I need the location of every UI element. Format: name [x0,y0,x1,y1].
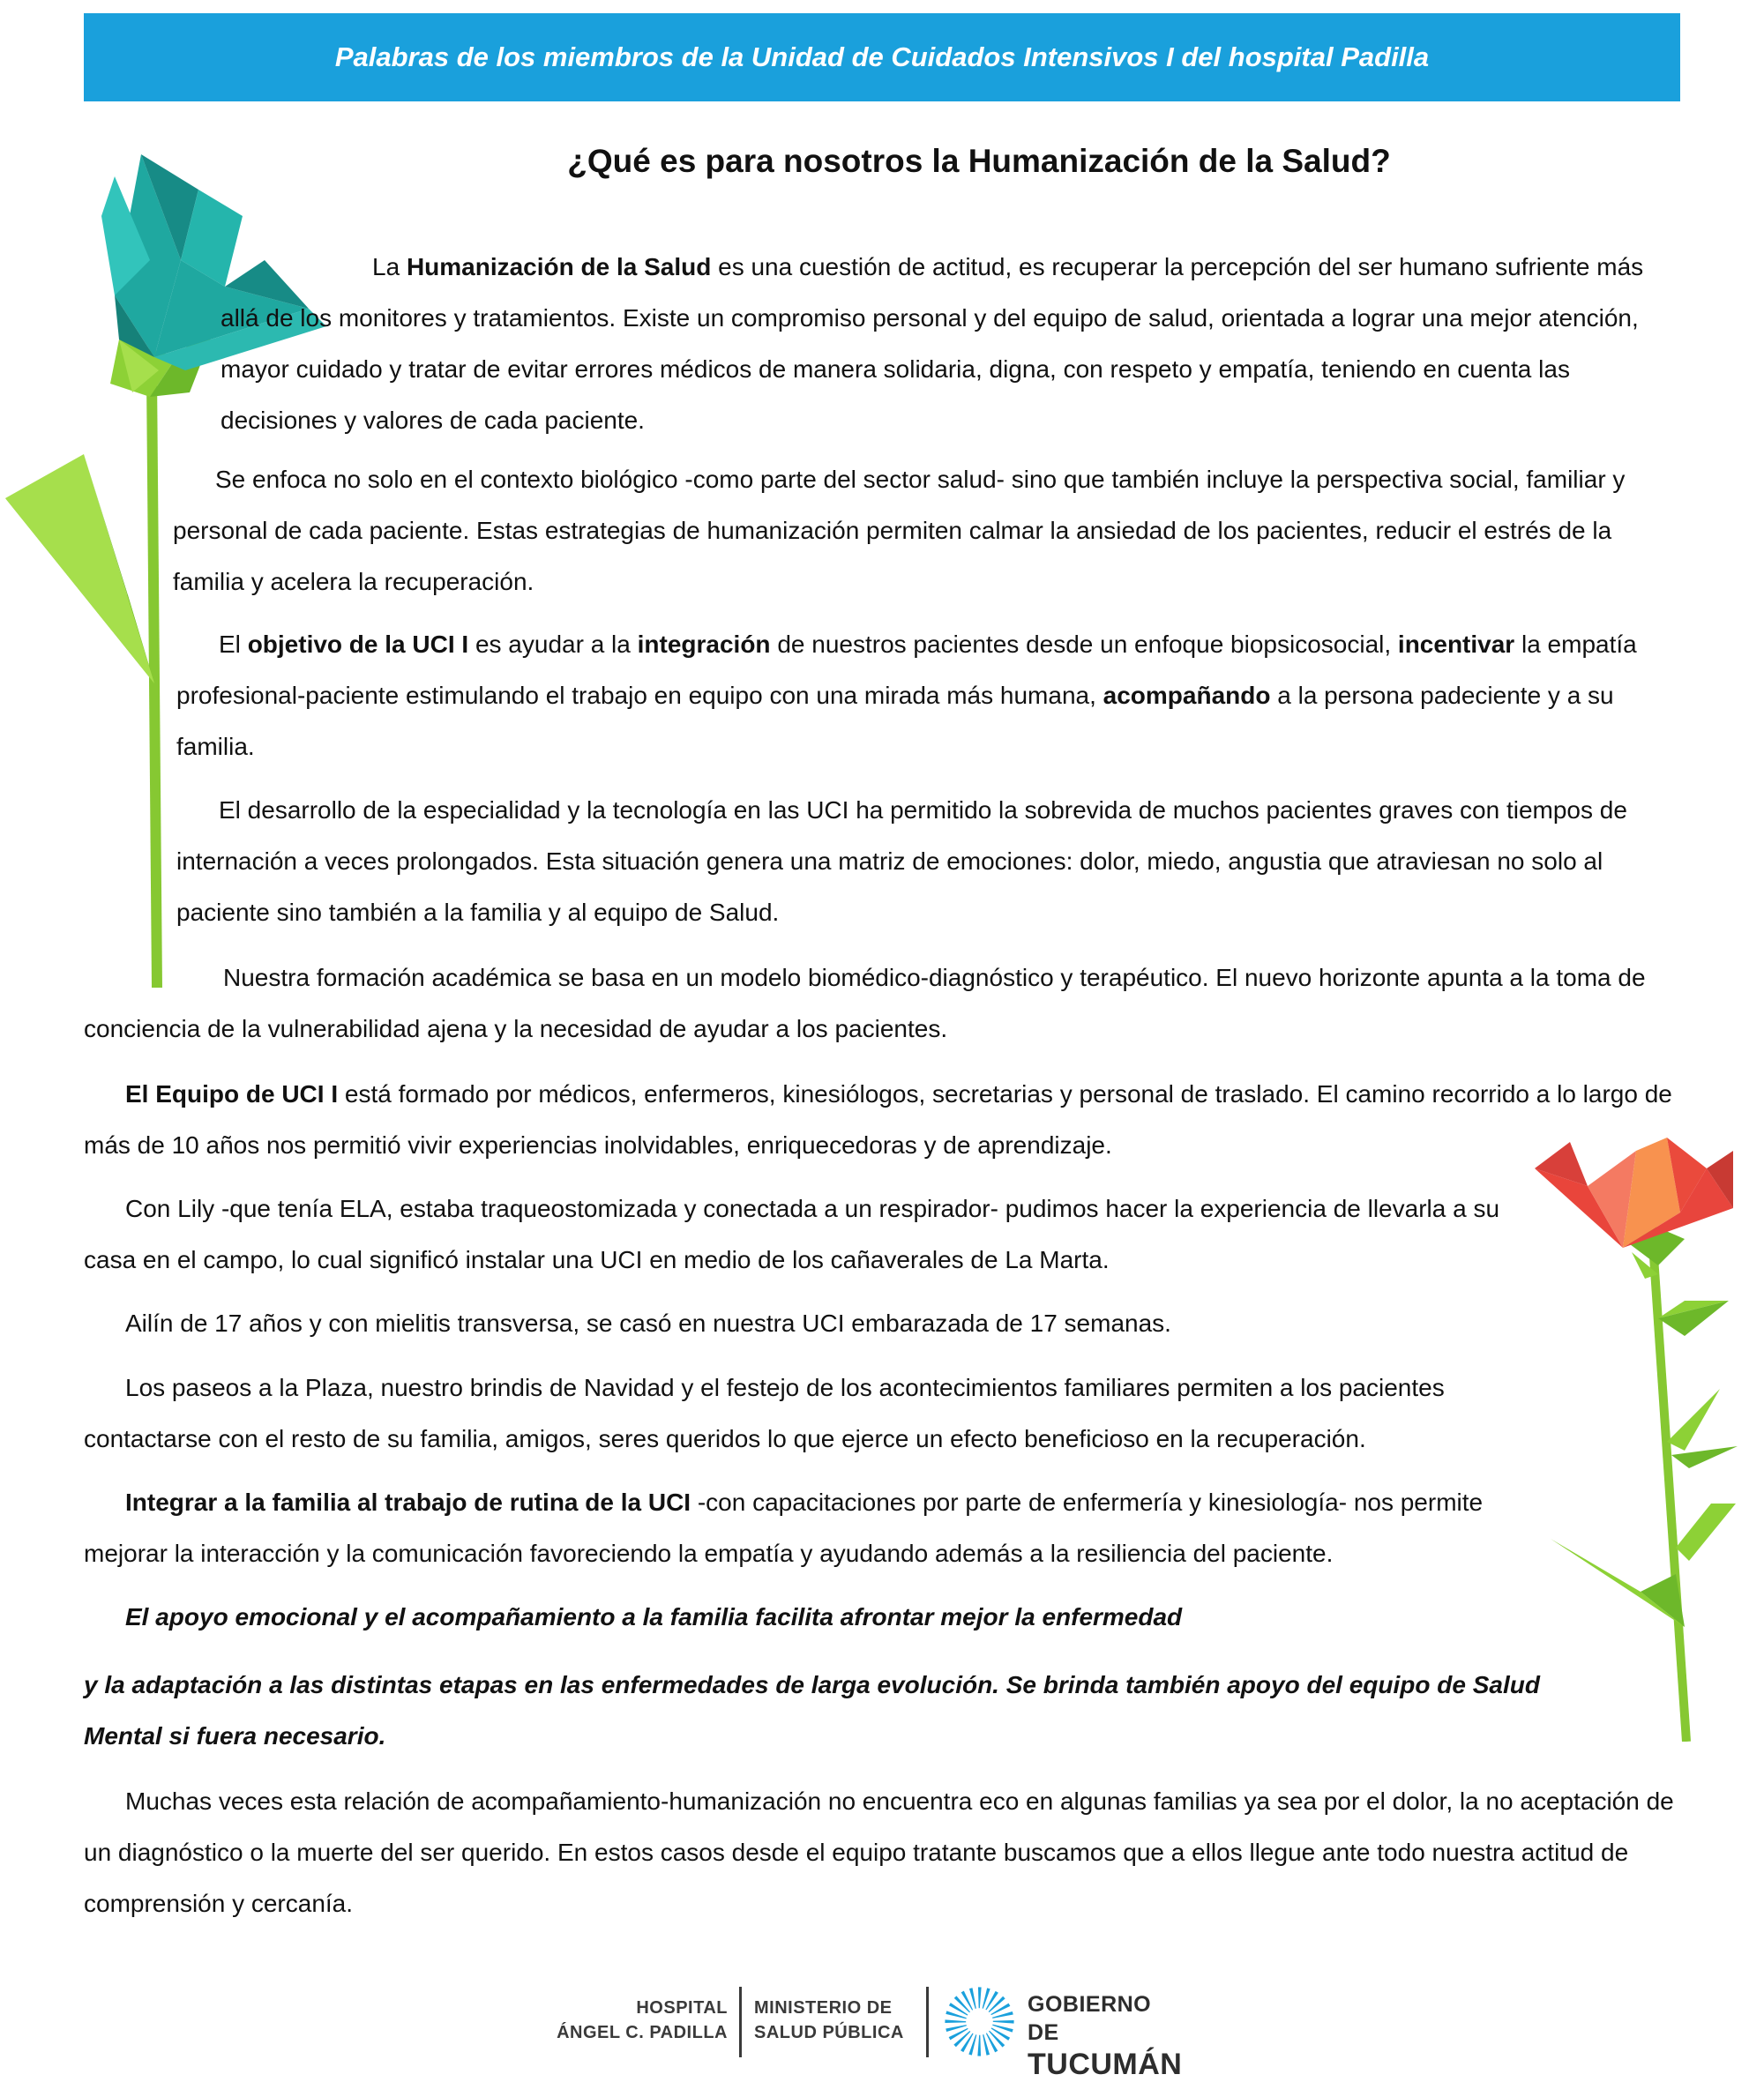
header-banner [84,13,1680,101]
footer-divider [739,1987,742,2057]
footer-divider [926,1987,929,2057]
sun-ray [953,2031,970,2047]
hospital-line2: ÁNGEL C. PADILLA [557,2023,728,2042]
hospital-logo [547,1996,728,2045]
sun-ray [945,2019,966,2023]
text: a la persona padeciente y a su familia. [176,682,1614,760]
bold-text: Humanización de la Salud [406,253,712,280]
bold-text: Integrar a la familia al trabajo de rutina de la UCI [125,1489,691,1516]
sun-ray [954,1996,970,2012]
paragraph-context: Se enfoca no solo en el contexto biológico -como parte del sector salud- sino que también incluye la perspectiva social, familiar y personal de cada paciente. Estas estrategias de humanización permiten calmar la ansiedad de los pacientes, reducir el estrés de la familia y acelera la recuperación. [173,466,1626,595]
ministerio-line2: SALUD PÚBLICA [754,2023,904,2042]
sun-ray [977,2035,981,2056]
text: es ayudar a la [468,631,638,658]
tucuman-sun-icon [942,1984,1017,2059]
bold-italic-text: El apoyo emocional y el acompañamiento a la familia facilita afrontar mejor la enfermedad [125,1603,1183,1631]
sun-ray [978,1987,982,2008]
paragraph-emotional-support-a [84,1592,1583,1643]
paragraph-integrate-family [84,1477,1548,1579]
text: de nuestros pacientes desde un enfoque biopsicosocial, [770,631,1398,658]
hospital-line1: HOSPITAL [636,1998,728,2018]
paragraph-closing: Muchas veces esta relación de acompañamiento-humanización no encuentra eco en algunas familias ya sea por el dolor, la no aceptación de un diagnóstico o la muerte del ser querido. En estos casos desde el equipo tratante buscamos que a ellos llegue ante todo nuestra actitud de comprensión y cercanía. [84,1787,1674,1917]
paragraph-team [84,1069,1680,1171]
bold-text: integración [637,631,771,658]
ministerio-line1: MINISTERIO DE [754,1998,893,2018]
gobierno-line1: GOBIERNO DE [1028,1992,1152,2045]
red-flower-icon [1535,1133,1742,1742]
sun-ray [989,2031,1005,2048]
paragraph-outings: Los paseos a la Plaza, nuestro brindis de Navidad y el festejo de los acontecimientos familiares permiten a los pacientes contactarse con el resto de su familia, amigos, seres queridos lo que ejerce un efecto beneficioso en la recuperación. [84,1374,1445,1452]
text: -con capacitaciones por parte de enfermería y kinesiología- nos permite mejorar la interacción y la comunicación favoreciendo la empatía y ayudando además a la resiliencia del paciente. [84,1489,1484,1567]
paragraph-intro [220,242,1667,446]
paragraph-emotional-support-b [84,1660,1583,1762]
gobierno-line2: TUCUMÁN [1028,2048,1183,2081]
paragraph-development: El desarrollo de la especialidad y la tecnología en las UCI ha permitido la sobrevida de muchos pacientes graves con tiempos de internación a veces prolongados. Esta situación genera una matriz de emociones: dolor, miedo, angustia que atraviesan no solo al paciente sino también a la familia y al equipo de Salud. [176,796,1627,926]
text: está formado por médicos, enfermeros, kinesiólogos, secretarias y personal de traslado. El camino recorrido a lo largo de más de 10 años nos permitió vivir experiencias inolvidables, enriquecedoras y de aprendizaje. [84,1080,1672,1159]
ministerio-logo [754,1996,931,2045]
banner-title: Palabras de los miembros de la Unidad de Cuidados Intensivos I del hospital Padilla [334,41,1430,72]
paragraph-lily: Con Lily -que tenía ELA, estaba traqueostomizada y conectada a un respirador- pudimos hacer la experiencia de llevarla a su casa en el campo, lo cual significó instalar una UCI en medio de los cañaverales de La Marta. [84,1195,1500,1273]
bold-text: El Equipo de UCI I [125,1080,339,1108]
text: la empatía profesional-paciente estimulando el trabajo en equipo con una mirada más humana, [176,631,1637,709]
sun-ray [993,2020,1014,2024]
paragraph-formation: Nuestra formación académica se basa en un modelo biomédico-diagnóstico y terapéutico. El nuevo horizonte apunta a la toma de conciencia de la vulnerabilidad ajena y la necesidad de ayudar a los pacientes. [84,964,1646,1042]
text: La [372,253,407,280]
bold-text: acompañando [1102,682,1271,709]
bold-italic-text: y la adaptación a las distintas etapas en las enfermedades de larga evolución. Se brinda también apoyo del equipo de Salud Mental si fuera necesario. [84,1671,1540,1750]
page-title: ¿Qué es para nosotros la Humanización de la Salud? [567,143,1391,179]
bold-text: incentivar [1397,631,1515,658]
sun-ray [989,1996,1005,2012]
paragraph-objective [176,619,1658,772]
bold-text: objetivo de la UCI I [247,631,469,658]
gobierno-logo [1028,1990,1182,2082]
text: es una cuestión de actitud, es recuperar la percepción del ser humano sufriente más allá de los monitores y tratamientos. Existe un compromiso personal y del equipo de salud, orientada a lograr una mejor atención, mayor cuidado y tratar de evitar errores médicos de manera solidaria, digna, con respeto y empatía, teniendo en cuenta las decisiones y valores de cada paciente. [220,253,1644,434]
paragraph-ailin: Ailín de 17 años y con mielitis transversa, se casó en nuestra UCI embarazada de 17 semanas. [125,1310,1171,1337]
footer-logos [547,1980,1183,2081]
text: El [219,631,248,658]
